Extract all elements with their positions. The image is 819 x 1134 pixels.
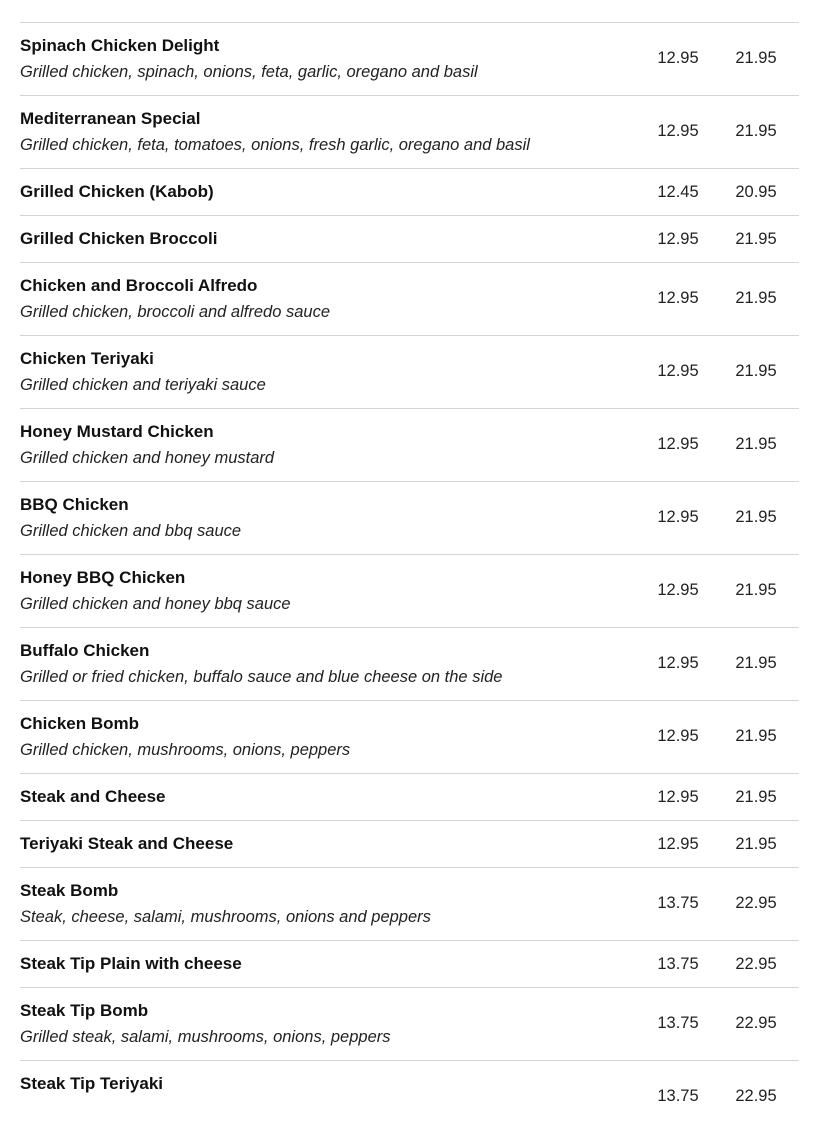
menu-item-price-large: 21.95 <box>735 835 777 853</box>
menu-item[interactable] <box>20 23 799 96</box>
menu-item-price-small: 12.45 <box>657 183 699 201</box>
menu-item-name: Steak Tip Plain with cheese <box>20 954 242 973</box>
menu-item-name: Mediterranean Special <box>20 109 201 128</box>
menu-item-price-large: 21.95 <box>735 362 777 380</box>
menu-item-price-small: 12.95 <box>657 230 699 248</box>
menu-item-description: Grilled or fried chicken, buffalo sauce and blue cheese on the side <box>20 668 503 686</box>
menu-item-price-small: 12.95 <box>657 727 699 745</box>
menu-item-description: Steak, cheese, salami, mushrooms, onions and peppers <box>20 908 431 926</box>
menu-item-price-large: 22.95 <box>735 894 777 912</box>
menu-item-name: Chicken Teriyaki <box>20 349 154 368</box>
menu-item-price-small: 13.75 <box>657 955 699 973</box>
menu-item-price-large: 21.95 <box>735 230 777 248</box>
menu-item-price-small: 12.95 <box>657 435 699 453</box>
menu-item[interactable] <box>20 336 799 409</box>
menu-item-price-small: 12.95 <box>657 788 699 806</box>
menu-item-price-small: 13.75 <box>657 894 699 912</box>
menu-item[interactable] <box>20 1061 799 1134</box>
menu-item-name: Grilled Chicken (Kabob) <box>20 182 214 201</box>
menu-item[interactable] <box>20 628 799 701</box>
menu-item-price-small: 12.95 <box>657 835 699 853</box>
menu-item-description: Grilled chicken, spinach, onions, feta, garlic, oregano and basil <box>20 63 478 81</box>
menu-item[interactable] <box>20 169 799 216</box>
menu-item-name: Steak Tip Bomb <box>20 1001 149 1020</box>
menu-item-description: Grilled chicken and teriyaki sauce <box>20 376 266 394</box>
menu-item-price-large: 21.95 <box>735 788 777 806</box>
menu-item-description: Grilled chicken, broccoli and alfredo sauce <box>20 303 330 321</box>
menu-item-name: Buffalo Chicken <box>20 641 150 660</box>
menu-item[interactable] <box>20 263 799 336</box>
menu-item-description: Grilled chicken and bbq sauce <box>20 522 242 540</box>
menu-item[interactable] <box>20 409 799 482</box>
menu-item-price-small: 12.95 <box>657 289 699 307</box>
menu-item-price-small: 13.75 <box>657 1087 699 1105</box>
menu-item-price-large: 21.95 <box>735 122 777 140</box>
menu-item-price-large: 21.95 <box>735 435 777 453</box>
menu-item-price-large: 21.95 <box>735 727 777 745</box>
menu-item-price-large: 21.95 <box>735 654 777 672</box>
menu-list <box>20 0 799 1134</box>
menu-item[interactable] <box>20 701 799 774</box>
menu-item-description: Grilled chicken and honey bbq sauce <box>20 595 291 613</box>
menu-item-name: Steak Bomb <box>20 881 119 900</box>
menu-item-price-small: 12.95 <box>657 581 699 599</box>
menu-item-name: BBQ Chicken <box>20 495 129 514</box>
menu-item-description: Grilled chicken and honey mustard <box>20 449 275 467</box>
menu-item[interactable] <box>20 482 799 555</box>
menu-item[interactable] <box>20 216 799 263</box>
menu-item-name: Teriyaki Steak and Cheese <box>20 834 234 853</box>
menu-item-partial-top <box>20 0 799 23</box>
menu-item-price-large: 22.95 <box>735 955 777 973</box>
menu-item-price-small: 12.95 <box>657 49 699 67</box>
menu-item[interactable] <box>20 96 799 169</box>
menu-item-price-large: 21.95 <box>735 289 777 307</box>
menu-item-price-large: 21.95 <box>735 49 777 67</box>
menu-item-price-large: 21.95 <box>735 581 777 599</box>
menu-item[interactable] <box>20 941 799 988</box>
menu-item-price-small: 12.95 <box>657 508 699 526</box>
menu-item-price-small: 12.95 <box>657 122 699 140</box>
menu-item-name: Steak and Cheese <box>20 787 166 806</box>
menu-item-price-small: 13.75 <box>657 1014 699 1032</box>
menu-item-price-large: 20.95 <box>735 183 777 201</box>
menu-item[interactable] <box>20 555 799 628</box>
menu-item-name: Chicken and Broccoli Alfredo <box>20 276 258 295</box>
menu-item-name: Grilled Chicken Broccoli <box>20 229 218 248</box>
menu-item-description: Grilled chicken, feta, tomatoes, onions, fresh garlic, oregano and basil <box>20 136 530 154</box>
menu-item-description: Grilled steak, salami, mushrooms, onions, peppers <box>20 1028 391 1046</box>
menu-item-name: Spinach Chicken Delight <box>20 36 220 55</box>
menu-item[interactable] <box>20 821 799 868</box>
menu-item-description: Grilled chicken, mushrooms, onions, peppers <box>20 741 351 759</box>
menu-item-price-small: 12.95 <box>657 654 699 672</box>
menu-item-name: Honey Mustard Chicken <box>20 422 214 441</box>
menu-item[interactable] <box>20 988 799 1061</box>
menu-item-price-large: 21.95 <box>735 508 777 526</box>
menu-item-price-small: 12.95 <box>657 362 699 380</box>
menu-item-price-large: 22.95 <box>735 1087 777 1105</box>
menu-item[interactable] <box>20 868 799 941</box>
menu-item-price-large: 22.95 <box>735 1014 777 1032</box>
menu-item-name: Chicken Bomb <box>20 714 140 733</box>
menu-item[interactable] <box>20 774 799 821</box>
menu-item-name: Honey BBQ Chicken <box>20 568 186 587</box>
menu-item-name: Steak Tip Teriyaki <box>20 1074 163 1093</box>
